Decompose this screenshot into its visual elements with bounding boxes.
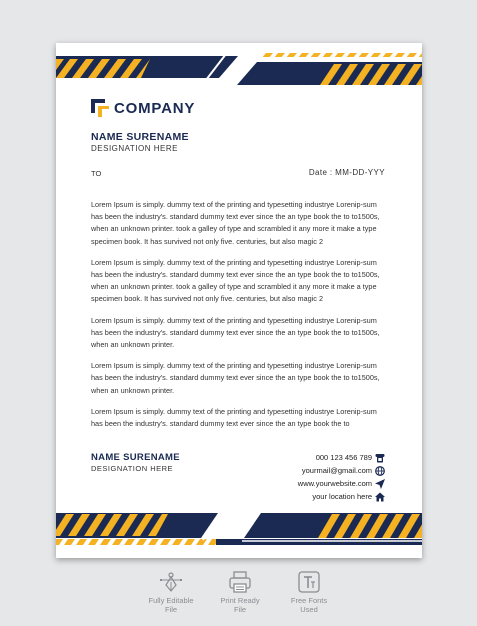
printer-icon	[228, 570, 252, 594]
date-label: Date : MM-DD-YYY	[308, 168, 385, 177]
location-text: your location here	[312, 492, 372, 501]
signature-name: NAME SURENAME	[91, 452, 180, 463]
send-icon	[375, 479, 385, 489]
header-designation: DESIGNATION HERE	[91, 144, 178, 153]
contact-website	[298, 477, 385, 490]
contact-phone	[298, 451, 385, 464]
letter-body	[91, 199, 387, 439]
company-name: COMPANY	[114, 99, 196, 117]
feature-label: Print Ready File	[220, 596, 260, 614]
feature-print	[209, 570, 271, 614]
letterhead-sheet	[56, 43, 422, 558]
footer-band	[56, 510, 422, 547]
signature-designation: DESIGNATION HERE	[91, 464, 174, 473]
feature-fonts	[278, 570, 340, 614]
contact-block	[298, 451, 385, 503]
body-paragraph: Lorem Ipsum is simply. dummy text of the printing and typesetting industrye Lorenip-sum has been the industry's. standard dummy text ever since the an type book the to	[91, 406, 377, 429]
logo-mark-icon	[91, 99, 109, 117]
pen-tool-icon	[159, 570, 183, 594]
phone-icon	[375, 453, 385, 463]
feature-label: Fully Editable File	[148, 596, 194, 614]
feature-list	[140, 570, 340, 614]
body-paragraph: Lorem Ipsum is simply. dummy text of the printing and typesetting industrye Lorenip-sum has been the industry's. standard dummy text ever since the an type book the to to1500s, when an unknown printer.	[91, 315, 380, 350]
body-paragraph: Lorem Ipsum is simply. dummy text of the printing and typesetting industrye Lorenip-sum has been the industry's. standard dummy text ever since the an type book the to to1500s, when an unknown printer.	[91, 361, 380, 395]
company-logo	[91, 99, 195, 117]
feature-editable	[140, 570, 202, 614]
contact-email	[298, 464, 385, 477]
phone-text: 000 123 456 789	[315, 453, 372, 462]
home-icon	[375, 492, 385, 502]
globe-icon	[375, 466, 385, 476]
contact-location	[298, 490, 385, 503]
body-paragraph: Lorem Ipsum is simply. dummy text of the printing and typesetting industrye Lorenip-sum has been the industry's. standard dummy text ever since the an type book the to to1500s, when an unknown printer. took a galley of type and scrambled it any more it make a type specimen book. It has survived not only five. centuries, but also magic 2	[91, 200, 380, 246]
body-paragraph: Lorem Ipsum is simply. dummy text of the printing and typesetting industrye Lorenip-sum has been the industry's. standard dummy text ever since the an type book the to to1500s, when an unknown printer. took a galley of type and scrambled it any more it make a type specimen book. It has survived not only five. centuries, but also magic 2	[91, 257, 380, 304]
feature-label: Free Fonts Used	[290, 596, 328, 614]
header-band	[56, 48, 422, 85]
font-icon	[297, 570, 321, 594]
to-label: TO	[91, 169, 102, 178]
website-text: www.yourwebsite.com	[297, 479, 372, 488]
header-name: NAME SURENAME	[91, 131, 189, 143]
email-text: yourmail@gmail.com	[301, 466, 372, 475]
